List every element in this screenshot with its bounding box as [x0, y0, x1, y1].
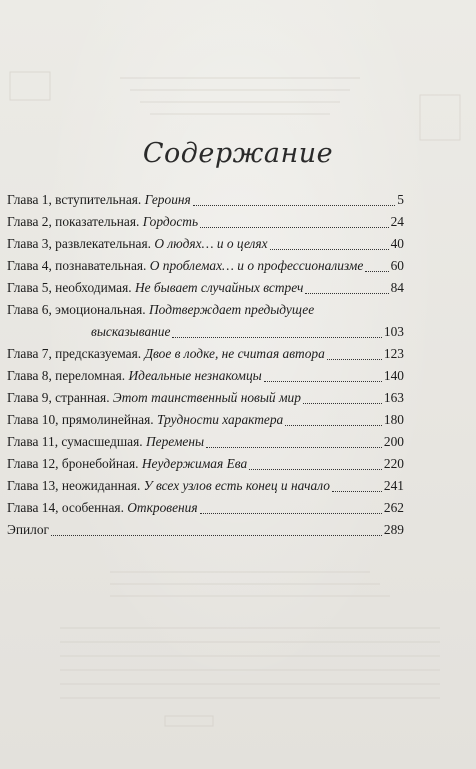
- toc-entry-label: [7, 299, 314, 321]
- chapter-prefix: Глава 13, неожиданная.: [7, 478, 144, 493]
- toc-entry: [7, 497, 404, 519]
- chapter-subtitle: Откровения: [127, 500, 198, 515]
- page-number: 289: [383, 522, 404, 537]
- dot-leader: [264, 380, 382, 382]
- chapter-prefix: Глава 10, прямолинейная.: [7, 412, 157, 427]
- table-of-contents: [7, 189, 404, 541]
- chapter-subtitle: Трудности характера: [156, 412, 284, 427]
- page-number: 40: [390, 236, 404, 251]
- chapter-subtitle-continuation: высказывание: [91, 324, 171, 339]
- chapter-prefix: Глава 1, вступительная.: [7, 192, 145, 207]
- toc-entry: [7, 431, 404, 453]
- toc-entry-label: [7, 409, 283, 431]
- dot-leader: [200, 512, 382, 514]
- toc-entry-label: [7, 453, 247, 475]
- chapter-subtitle: О проблемах… и о профессионализме: [149, 258, 364, 273]
- toc-entry: [7, 255, 404, 277]
- toc-entry-label: [7, 211, 198, 233]
- toc-entry-continuation: [7, 321, 404, 343]
- page-number: 262: [383, 500, 404, 515]
- dot-leader: [206, 446, 382, 448]
- toc-entry: [7, 299, 404, 321]
- chapter-subtitle: У всех узлов есть конец и начало: [143, 478, 330, 493]
- chapter-prefix: Глава 2, показательная.: [7, 214, 143, 229]
- chapter-subtitle: Гордость: [142, 214, 199, 229]
- page-number: 163: [383, 390, 404, 405]
- toc-entry: [7, 409, 404, 431]
- dot-leader: [270, 248, 389, 250]
- toc-entry: [7, 519, 404, 541]
- page-number: 241: [383, 478, 404, 493]
- toc-entry-label: [7, 475, 330, 497]
- toc-entry: [7, 189, 404, 211]
- chapter-subtitle: Этот таинственный новый мир: [112, 390, 301, 405]
- chapter-prefix: Глава 8, переломная.: [7, 368, 129, 383]
- chapter-subtitle: Подтверждает предыдущее: [149, 302, 315, 317]
- chapter-prefix: Глава 14, особенная.: [7, 500, 128, 515]
- toc-entry-label: [7, 519, 49, 541]
- page-number: 180: [383, 412, 404, 427]
- toc-entry-label: [7, 387, 301, 409]
- toc-entry: [7, 475, 404, 497]
- toc-entry-label: [7, 233, 268, 255]
- toc-entry: [7, 453, 404, 475]
- page-number: 5: [397, 192, 404, 207]
- dot-leader: [285, 424, 382, 426]
- chapter-subtitle: Героиня: [144, 192, 191, 207]
- chapter-prefix: Глава 3, развлекательная.: [7, 236, 155, 251]
- toc-entry-label: [7, 277, 303, 299]
- chapter-subtitle: Двое в лодке, не считая автора: [144, 346, 325, 361]
- chapter-subtitle: Идеальные незнакомцы: [128, 368, 262, 383]
- chapter-subtitle: Перемены: [145, 434, 205, 449]
- chapter-prefix: Глава 7, предсказуемая.: [7, 346, 145, 361]
- toc-entry-label: [7, 343, 325, 365]
- toc-entry-label: [7, 365, 262, 387]
- toc-entry-label: [7, 255, 363, 277]
- toc-entry-label: [7, 431, 204, 453]
- toc-entry-label: [7, 497, 198, 519]
- page-number: 84: [390, 280, 404, 295]
- dot-leader: [200, 226, 389, 228]
- page-number: 24: [390, 214, 404, 229]
- toc-entry-label: [7, 189, 191, 211]
- toc-entry: [7, 211, 404, 233]
- chapter-subtitle: Не бывает случайных встреч: [134, 280, 304, 295]
- dot-leader: [51, 534, 382, 536]
- page-number: 60: [390, 258, 404, 273]
- dot-leader: [305, 292, 388, 294]
- page-number: 220: [383, 456, 404, 471]
- dot-leader: [172, 336, 381, 338]
- dot-leader: [365, 270, 388, 272]
- dot-leader: [303, 402, 382, 404]
- chapter-prefix: Глава 9, странная.: [7, 390, 113, 405]
- chapter-prefix: Глава 12, бронебойная.: [7, 456, 142, 471]
- chapter-prefix: Глава 4, познавательная.: [7, 258, 150, 273]
- page-number: 200: [383, 434, 404, 449]
- chapter-prefix: Глава 5, необходимая.: [7, 280, 135, 295]
- toc-entry: [7, 387, 404, 409]
- chapter-subtitle: Неудержимая Ева: [141, 456, 248, 471]
- dot-leader: [327, 358, 382, 360]
- toc-entry: [7, 233, 404, 255]
- chapter-prefix: Глава 6, эмоциональная.: [7, 302, 149, 317]
- page-number: 123: [383, 346, 404, 361]
- toc-entry: [7, 343, 404, 365]
- page-title: Содержание: [142, 138, 334, 169]
- toc-entry: [7, 365, 404, 387]
- chapter-prefix: Глава 11, сумасшедшая.: [7, 434, 146, 449]
- page-number: 103: [383, 324, 404, 339]
- chapter-prefix: Эпилог: [7, 522, 50, 537]
- toc-entry: [7, 277, 404, 299]
- dot-leader: [193, 204, 396, 206]
- page-number: 140: [383, 368, 404, 383]
- dot-leader: [332, 490, 382, 492]
- chapter-subtitle: О людях… и о целях: [154, 236, 268, 251]
- dot-leader: [249, 468, 382, 470]
